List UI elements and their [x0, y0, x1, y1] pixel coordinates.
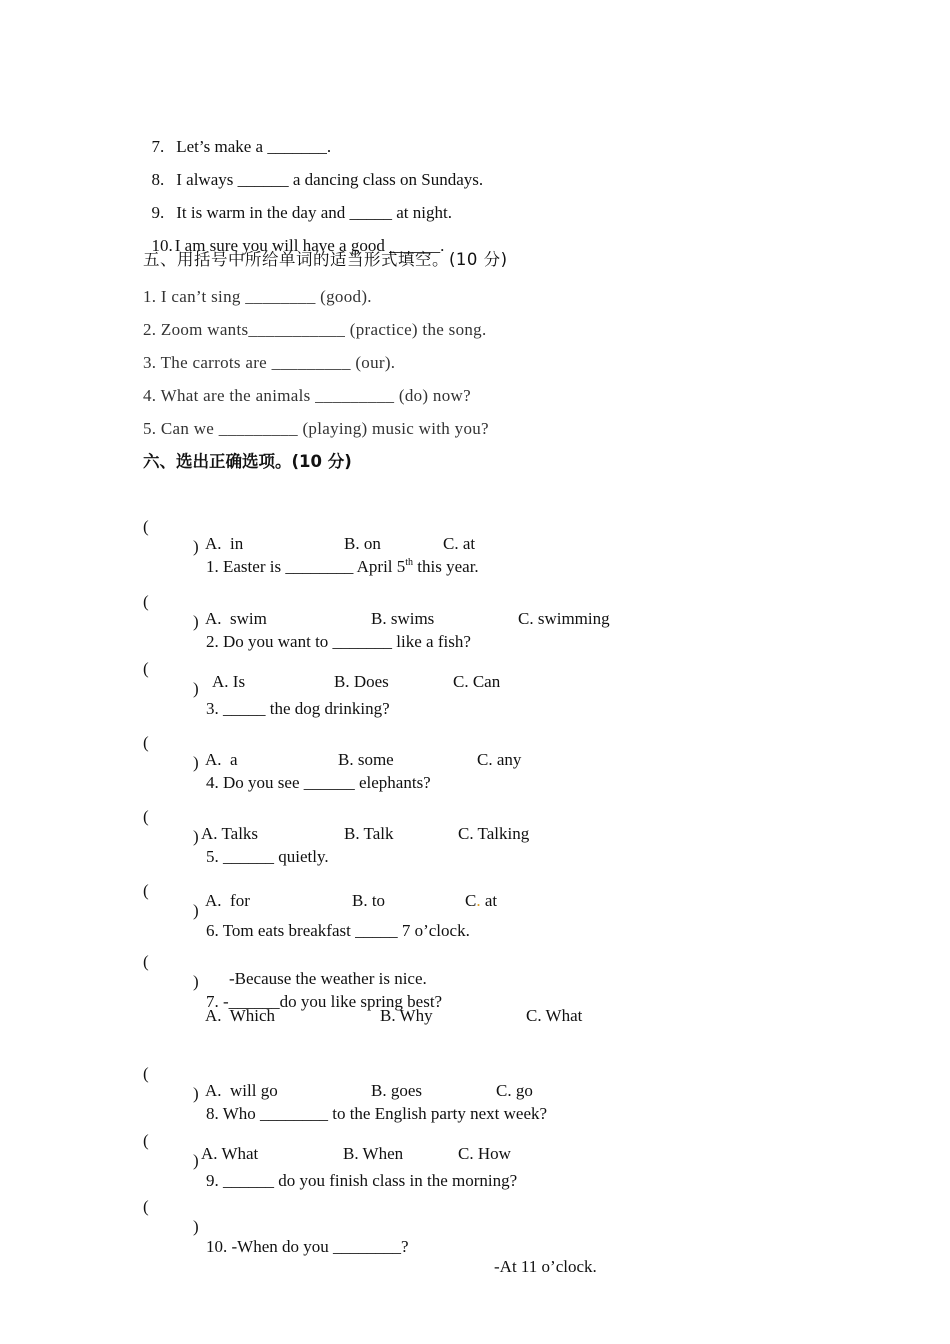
- answer-paren-close: ): [193, 612, 199, 631]
- option-a: A. Talks: [201, 824, 259, 843]
- answer-paren-close: ): [193, 753, 199, 772]
- superscript: th: [405, 557, 414, 568]
- question-text: 1. Easter is ________ April 5: [206, 557, 406, 576]
- question-text: 6. Tom eats breakfast _____ 7 o’clock.: [206, 921, 470, 940]
- question-number: 8.: [151, 170, 165, 189]
- answer-paren-close: ): [193, 679, 199, 698]
- answer-paren-open: (: [143, 1064, 149, 1083]
- question-text: 4. Do you see ______ elephants?: [206, 773, 431, 792]
- question-number: 10.: [151, 236, 173, 255]
- option-c: C. Talking: [458, 824, 530, 843]
- question-answer-text: -At 11 o’clock.: [494, 1257, 597, 1276]
- option-c: C. at: [465, 891, 498, 910]
- option-c: C. How: [458, 1144, 511, 1163]
- question-text: 9. ______ do you finish class in the morning?: [206, 1171, 518, 1190]
- answer-paren-close: ): [193, 537, 199, 556]
- option-a: A. What: [201, 1144, 259, 1163]
- answer-paren-open: (: [143, 733, 149, 752]
- question-text: 7. -______do you like spring best?: [206, 992, 443, 1011]
- option-a: A. Which: [205, 1006, 276, 1025]
- question-number: 7.: [151, 137, 165, 156]
- answer-paren-open: (: [143, 517, 149, 536]
- option-c: C. What: [526, 1006, 583, 1025]
- option-b: B. Why: [380, 1006, 433, 1025]
- question-text-end: this year.: [413, 557, 479, 576]
- section-5-heading: 五、用括号中所给单词的适当形式填空。(10 分): [143, 250, 508, 269]
- option-c: C. swimming: [518, 609, 610, 628]
- fill-item-5: 5. Can we _________ (playing) music with you?: [143, 419, 489, 438]
- option-c: C. go: [496, 1081, 533, 1100]
- option-b: B. goes: [371, 1081, 422, 1100]
- option-a: A. swim: [205, 609, 267, 628]
- answer-paren-close: ): [193, 1084, 199, 1103]
- option-b: B. swims: [371, 609, 435, 628]
- question-text: 5. ______ quietly.: [206, 847, 329, 866]
- answer-paren-open: (: [143, 952, 149, 971]
- mc-question-7: [0, 932, 950, 1012]
- option-b: B. Talk: [344, 824, 394, 843]
- question-text: It is warm in the day and _____ at night.: [176, 203, 452, 222]
- answer-paren-open: (: [143, 807, 149, 826]
- answer-paren-open: (: [143, 592, 149, 611]
- question-text: 2. Do you want to _______ like a fish?: [206, 632, 471, 651]
- fill-item-4: 4. What are the animals _________ (do) now?: [143, 386, 471, 405]
- option-a: A. a: [205, 750, 238, 769]
- answer-paren-open: (: [143, 881, 149, 900]
- option-b: B. When: [343, 1144, 404, 1163]
- section-6-heading: 六、选出正确选项。(10 分): [143, 452, 352, 471]
- question-text: 10. -When do you ________?: [206, 1237, 409, 1256]
- answer-paren-open: (: [143, 659, 149, 678]
- mc-question-4: [0, 713, 950, 793]
- option-b: B. to: [352, 891, 386, 910]
- question-number: 9.: [151, 203, 165, 222]
- answer-paren-close: ): [193, 827, 199, 846]
- answer-paren-close: ): [193, 972, 199, 991]
- answer-paren-open: (: [143, 1131, 149, 1150]
- option-b: B. Does: [334, 672, 389, 691]
- option-a: A. Is: [212, 672, 246, 691]
- question-text: 8. Who ________ to the English party next week?: [206, 1104, 548, 1123]
- option-a: A. will go: [205, 1081, 278, 1100]
- option-c: C. any: [477, 750, 522, 769]
- option-a: A. for: [205, 891, 250, 910]
- option-c: C. at: [443, 534, 476, 553]
- question-text: 3. _____ the dog drinking?: [206, 699, 390, 718]
- fill-item-3: 3. The carrots are _________ (our).: [143, 353, 396, 372]
- option-b: B. on: [344, 534, 381, 553]
- question-text: I am sure you will have a good ______.: [174, 236, 445, 255]
- answer-paren-open: (: [143, 1197, 149, 1216]
- fill-item-1: 1. I can’t sing ________ (good).: [143, 287, 372, 306]
- fill-item-2: 2. Zoom wants___________ (practice) the song.: [143, 320, 487, 339]
- option-a: A. in: [205, 534, 244, 553]
- option-c: C. Can: [453, 672, 501, 691]
- answer-paren-close: ): [193, 901, 199, 920]
- mc-question-10: [0, 1177, 950, 1277]
- question-7-response: -Because the weather is nice.: [229, 969, 427, 988]
- option-b: B. some: [338, 750, 394, 769]
- question-text: I always ______ a dancing class on Sundays.: [176, 170, 484, 189]
- answer-paren-close: ): [193, 1217, 199, 1236]
- highlight-mark: .: [476, 891, 481, 910]
- answer-paren-close: ): [193, 1151, 199, 1170]
- question-text: Let’s make a _______.: [176, 137, 332, 156]
